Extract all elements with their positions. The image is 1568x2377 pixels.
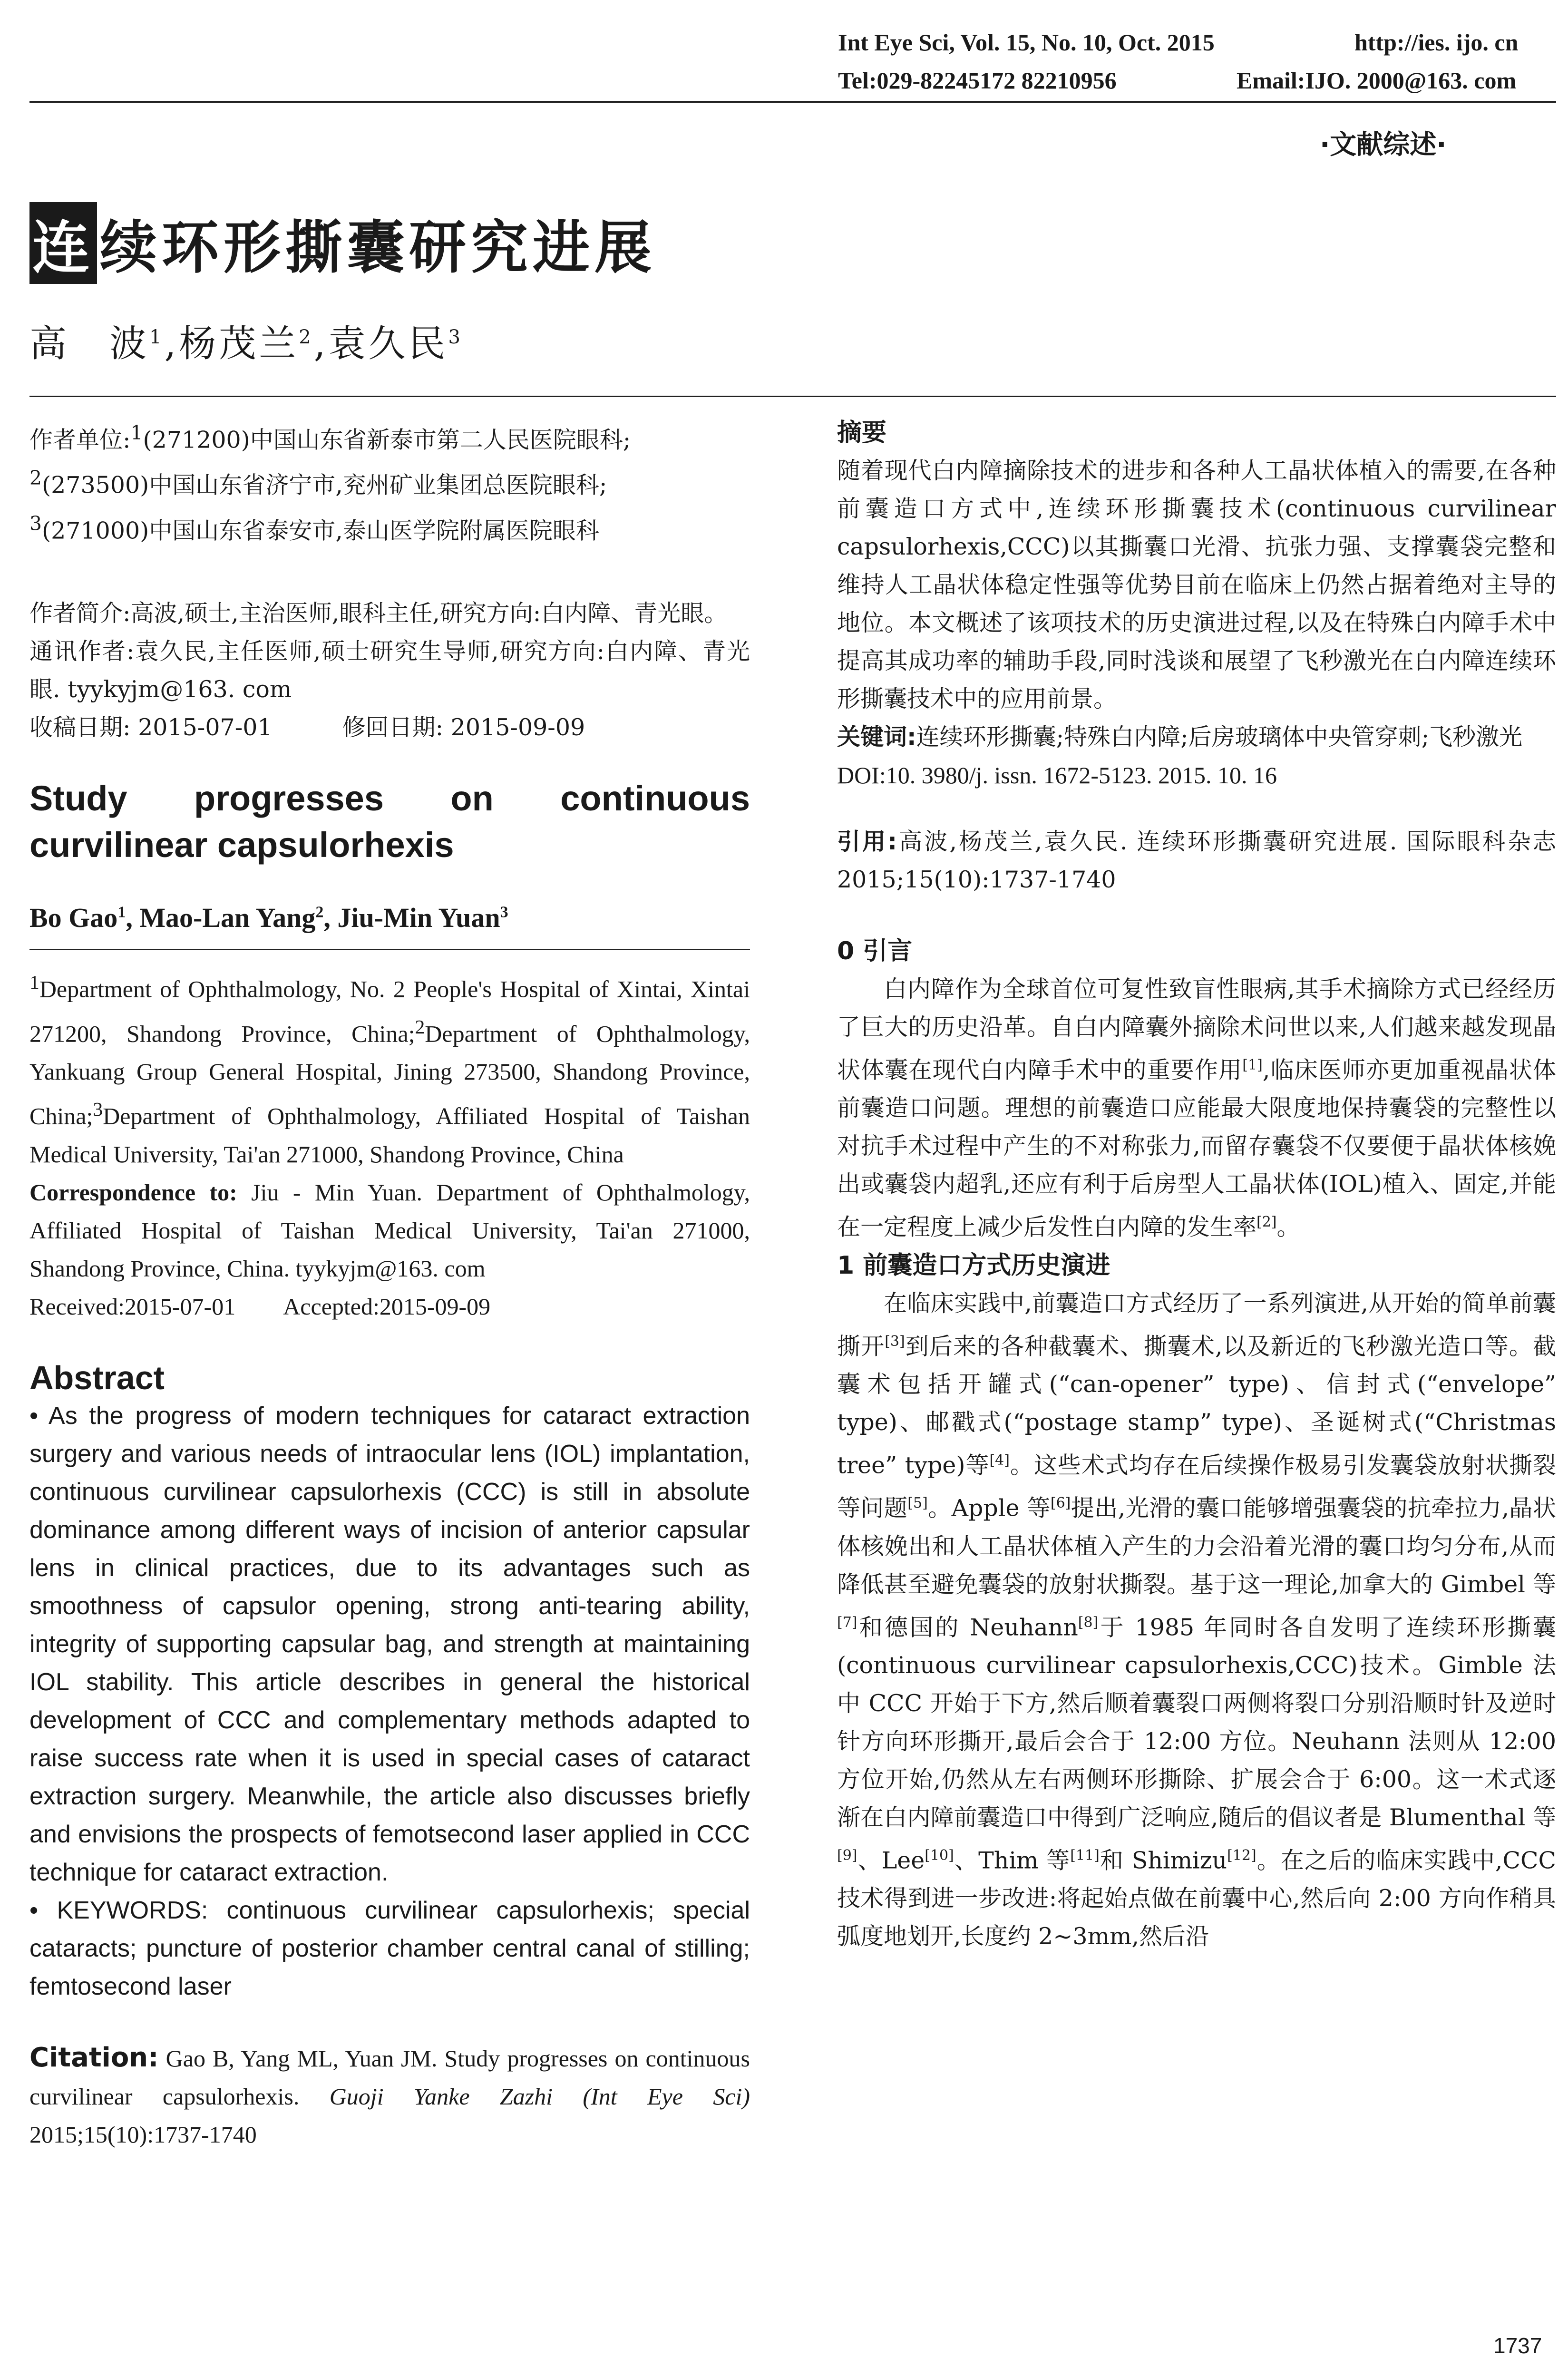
intro-heading: 0 引言: [837, 937, 913, 965]
section1-paragraph: 在临床实践中,前囊造口方式经历了一系列演进,从开始的简单前囊撕开[3]到后来的各种截囊术、撕囊术,以及新近的飞秒激光造口等。截囊术包括开罐式(“can-opener” type)、信封式(“envelope” type)、邮戳式(“postage stamp” type)、圣诞树式(“Christmas tree” type)等[4]。这些术式均存在后续操作极易引发囊袋放射状撕裂等问题[5]。Apple 等[6]提出,光滑的囊口能够增强囊袋的抗牵拉力,晶状体核娩出和人工晶状体植入产生的力会沿着光滑的囊口均匀分布,从而降低甚至避免囊袋的放射状撕裂。基于这一理论,加拿大的 Gimbel 等[7]和德国的 Neuhann[8]于 1985 年同时各自发明了连续环形撕囊(continuous curvilinear capsulorhexis,CCC)技术。Gimble 法中 CCC 开始于下方,然后顺着囊裂口两侧将裂口分别沿顺时针及逆时针方向环形撕开,最后会合于 12:00 方位。Neuhann 法则从 12:00 方位开始,仍然从左右两侧环形撕除、扩展会合于 6:00。这一术式逐渐在白内障前囊造口中得到广泛响应,随后的倡议者是 Blumenthal 等[9]、Lee[10]、Thim 等[11]和 Shimizu[12]。在之后的临床实践中,CCC 技术得到进一步改进:将起始点做在前囊中心,然后向 2:00 方向作稍具弧度地划开,长度约 2~3mm,然后沿: [837, 1289, 1556, 1950]
citation-cn: 引用:高波,杨茂兰,袁久民. 连续环形撕囊研究进展. 国际眼科杂志 2015;15(10):1737-1740: [837, 828, 1556, 893]
title-en-line2: curvilinear capsulorhexis: [29, 825, 454, 865]
abstract-keywords: • KEYWORDS: continuous curvilinear capsulorhexis; special cataracts; puncture of posterior chamber central canal of stilling; femtosecond laser: [29, 1896, 750, 2000]
author-2: ,杨茂兰: [164, 322, 299, 365]
affil-cn-3: $^3$(271000)中国山东省泰安市,泰山医学院附属医院眼科: [29, 512, 599, 544]
journal-url[interactable]: http://ies. ijo. cn: [1354, 29, 1519, 56]
author-1-sup: 1: [149, 326, 165, 348]
author-bio-cn: 作者简介:高波,硕士,主治医师,眼科主任,研究方向:白内障、青光眼。: [29, 600, 728, 627]
intro-paragraph: 白内障作为全球首位可复性致盲性眼病,其手术摘除方式已经经历了巨大的历史沿革。自白内障囊外摘除术问世以来,人们越来越发现晶状体囊在现代白内障手术中的重要作用[1],临床医师亦更加重视晶状体前囊造口问题。理想的前囊造口应能最大限度地保持囊袋的完整性以对抗手术过程中产生的不对称张力,而留存囊袋不仅要便于晶状体核娩出或囊袋内超乳,还应有利于后房型人工晶状体(IOL)植入、固定,并能在一定程度上减少后发性白内障的发生率[2]。: [837, 975, 1556, 1241]
title-rest: 续环形撕囊研究进展: [100, 215, 656, 281]
header-rule: [29, 101, 1556, 103]
keywords-cn: 关键词:连续环形撕囊;特殊白内障;后房玻璃体中央管穿刺;飞秒激光: [837, 723, 1523, 750]
author-2-sup: 2: [299, 326, 314, 348]
left-column: [29, 414, 750, 2153]
author-3: ,袁久民: [313, 322, 448, 365]
ref-1: [1]: [1242, 1057, 1263, 1073]
section-tag: ·文献综述·: [1320, 129, 1447, 160]
abstract-heading: Abstract: [29, 1359, 165, 1396]
page-number: 1737: [1493, 2333, 1542, 2358]
abstract-cn-body: 随着现代白内障摘除技术的进步和各种人工晶状体植入的需要,在各种前囊造口方式中,连续环形撕囊技术(continuous curvilinear capsulorhexis,CCC)以其撕囊口光滑、抗张力强、支撑囊袋完整和维持人工晶状体稳定性强等优势目前在临床上仍然占据着绝对主导的地位。本文概述了该项技术的历史演进过程,以及在特殊白内障手术中提高其成功率的辅助手段,同时浅谈和展望了飞秒激光在白内障连续环形撕囊技术中的应用前景。: [837, 457, 1556, 712]
page-title: [29, 202, 656, 284]
doi[interactable]: DOI:10. 3980/j. issn. 1672-5123. 2015. 10. 16: [837, 762, 1277, 789]
affil-cn-1: 作者单位:$^1$(271200)中国山东省新泰市第二人民医院眼科;: [29, 421, 631, 454]
ref-2: [2]: [1256, 1214, 1277, 1231]
journal-email[interactable]: Email:IJO. 2000@163. com: [1237, 67, 1517, 94]
section1-heading: 1 前囊造口方式历史演进: [837, 1251, 1110, 1280]
right-column: [837, 414, 1556, 1956]
affiliation-en: $^1$Department of Ophthalmology, No. 2 People's Hospital of Xintai, Xintai 271200, Shandong Province, China;$^2$Department of Ophthalmology, Yankuang Group General Hospital, Jining 273500, Shandong Province, China;$^3$Department of Ophthalmology, Affiliated Hospital of Taishan Medical University, Tai'an 271000, Shandong Province, China: [29, 972, 750, 1168]
dates-cn: 收稿日期: 2015-07-01 修回日期: 2015-09-09: [29, 714, 585, 741]
title-rule: [29, 396, 1556, 397]
correspondence-cn: 通讯作者:袁久民,主任医师,硕士研究生导师,研究方向:白内障、青光眼. tyykyjm@163. com: [29, 638, 750, 703]
abstract-body: • As the progress of modern techniques for cataract extraction surgery and various needs of intraocular lens (IOL) implantation, continuous curvilinear capsulorhexis (CCC) is still in absolute dominance among different ways of incision of anterior capsular lens in clinical practices, due to its advantages such as smoothness of capsulor opening, strong anti-tearing ability, integrity of supporting capsular bag, and strength at maintaining IOL stability. This article describes in general the historical development of CCC and complementary methods adapted to raise success rate when it is used in special cases of cataract extraction surgery. Meanwhile, the article also discusses briefly and envisions the prospects of femotsecond laser applied in CCC technique for cataract extraction.: [29, 1402, 750, 1886]
authors-en: Bo Gao$^1$, Mao-Lan Yang$^2$, Jiu-Min Yuan$^3$: [29, 902, 508, 933]
authors-cn: [29, 314, 463, 367]
author-3-sup: 3: [448, 326, 463, 348]
journal-citation-header: Int Eye Sci, Vol. 15, No. 10, Oct. 2015: [838, 29, 1215, 56]
affil-cn-2: $^2$(273500)中国山东省济宁市,兖州矿业集团总医院眼科;: [29, 467, 607, 499]
dates-en: Received:2015-07-01 Accepted:2015-09-09: [29, 1293, 491, 1320]
correspondence-en: Correspondence to: Jiu - Min Yuan. Department of Ophthalmology, Affiliated Hospital of Taishan Medical University, Tai'an 271000, Shandong Province, China. tyykyjm@163. com: [29, 1179, 750, 1282]
abstract-cn-heading: 摘要: [837, 419, 887, 447]
author-1: 高 波: [29, 322, 150, 365]
citation-en: Citation: Gao B, Yang ML, Yuan JM. Study progresses on continuous curvilinear capsulorhexis. Guoji Yanke Zazhi (Int Eye Sci) 2015;15(10):1737-1740: [29, 2042, 750, 2148]
title-drop-char: 连: [29, 202, 97, 284]
journal-tel: Tel:029-82245172 82210956: [838, 67, 1117, 94]
title-en-line1: Study progresses on continuous: [29, 779, 750, 818]
affiliation-cn-block: [29, 414, 750, 594]
